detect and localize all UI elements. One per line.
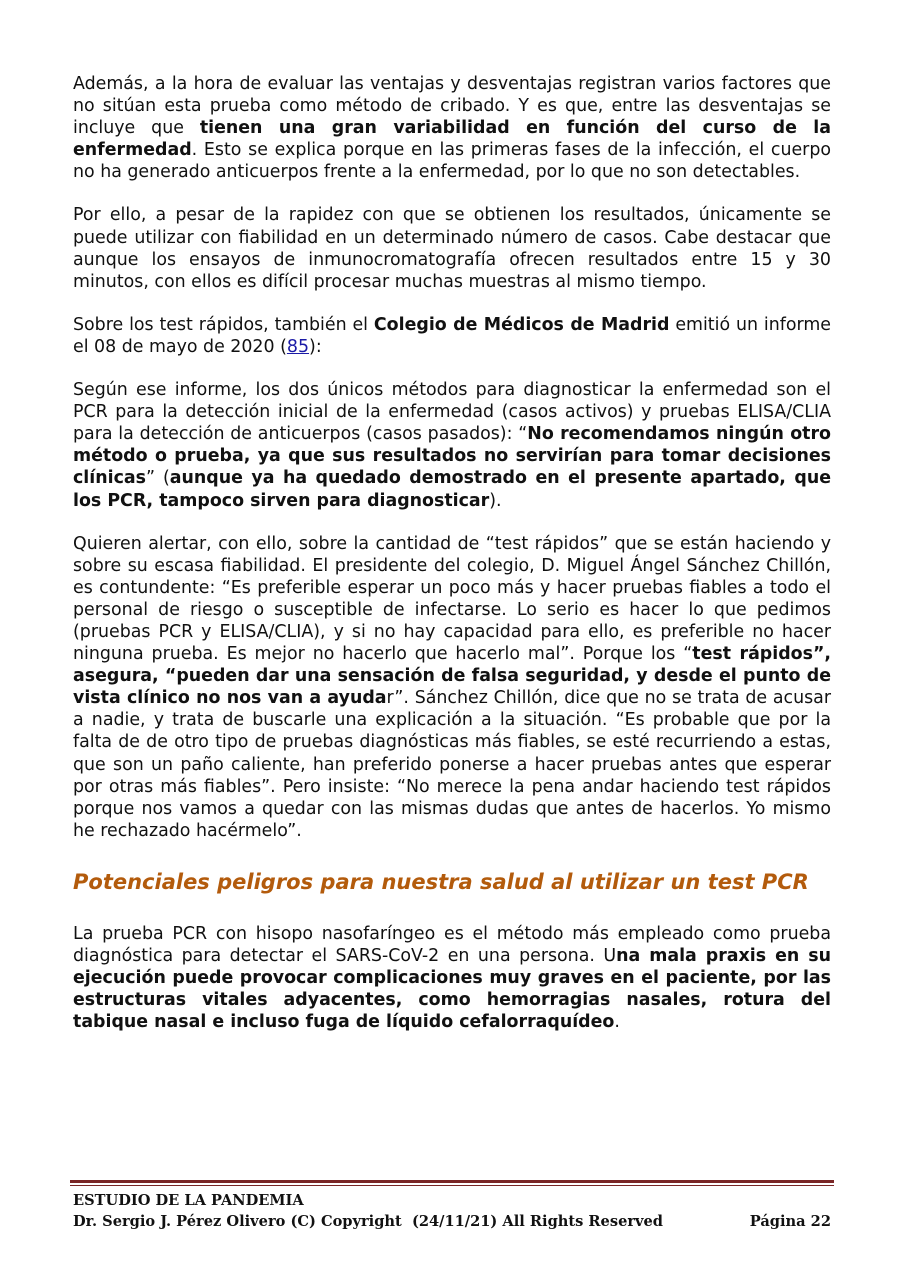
bold-text: No recomendamos ningún otro método o prueba, ya que sus resultados no servirían para tomar decisiones clínicas bbox=[73, 424, 831, 489]
bold-text: na mala praxis en su ejecución puede provocar complicaciones muy graves en el paciente, por las estructuras vitales adyacentes, como hemorragias nasales, rotura del tabique nasal e incluso fuga de líquido cefalorraquídeo bbox=[73, 946, 831, 1033]
footer-rule-thin bbox=[70, 1185, 834, 1186]
page-number: Página 22 bbox=[749, 1213, 831, 1230]
footer-line bbox=[73, 1211, 831, 1232]
text-run: r”. Sánchez Chillón, dice que no se trata de acusar a nadie, y trata de buscarle una explicación a la situación. “Es probable que por la falta de de otro tipo de pruebas diagnósticas más fiables, se esté recurriendo a estas, que son un paño caliente, han preferido ponerse a hacer pruebas antes que esperar por otras más fiables”. Pero insiste: “No merece la pena andar haciendo test rápidos porque nos vamos a quedar con las mismas dudas que antes de hacerlos. Yo mismo he rechazado hacérmelo”. bbox=[73, 688, 831, 841]
text-run: . bbox=[614, 1012, 620, 1033]
text-run: . Esto se explica porque en las primeras fases de la infección, el cuerpo no ha generado anticuerpos frente a la enfermedad, por lo que no son detectables. bbox=[73, 140, 831, 183]
page-footer bbox=[73, 1190, 831, 1232]
text-run: ): bbox=[309, 336, 322, 357]
footer-copyright: Dr. Sergio J. Pérez Olivero (C) Copyright (24/11/21) All Rights Reserved bbox=[73, 1213, 664, 1230]
text-run: Por ello, a pesar de la rapidez con que se obtienen los resultados, únicamente se puede utilizar con fiabilidad en un determinado número de casos. Cabe destacar que aunque los ensayos de inmunocromatografía ofrecen resultados entre 15 y 30 minutos, con ellos es difícil procesar muchas muestras al mismo tiempo. bbox=[73, 205, 831, 292]
bold-text: aunque ya ha quedado demostrado en el presente apartado, que los PCR, tampoco sirven para diagnosticar bbox=[73, 468, 831, 511]
text-run: ). bbox=[489, 490, 502, 511]
paragraph-p6 bbox=[73, 923, 831, 1033]
paragraph-p5 bbox=[73, 533, 831, 842]
paragraph-p2 bbox=[73, 204, 831, 292]
reference-link[interactable]: 85 bbox=[286, 336, 310, 357]
bold-text: test rápidos”, asegura, “pueden dar una sensación de falsa seguridad, y desde el punto de vista clínico no nos van a ayuda bbox=[73, 644, 831, 709]
footer-title: ESTUDIO DE LA PANDEMIA bbox=[73, 1192, 304, 1209]
footer-rule-thick bbox=[70, 1180, 834, 1183]
text-run: La prueba PCR con hisopo nasofaríngeo es el método más empleado como prueba diagnóstica para detectar el SARS-CoV-2 en una persona. U bbox=[73, 923, 831, 966]
text-run: Quieren alertar, con ello, sobre la cantidad de “test rápidos” que se están haciendo y sobre su escasa fiabilidad. El presidente del colegio, D. Miguel Ángel Sánchez Chillón, es contundente: “Es preferible esperar un poco más y hacer pruebas fiables a todo el personal de riesgo o susceptible de infectarse. Lo serio es hacer lo que pedimos (pruebas PCR y ELISA/CLIA), y si no hay capacidad para ello, es preferible no hacer ninguna prueba. Es mejor no hacerlo que hacerlo mal”. Porque los “ bbox=[73, 533, 831, 665]
paragraph-p1 bbox=[73, 73, 831, 183]
document-body bbox=[73, 73, 831, 1054]
paragraphs-before-heading bbox=[73, 73, 831, 842]
text-run: Sobre los test rápidos, también el bbox=[73, 314, 374, 335]
text-run: Según ese informe, los dos únicos métodos para diagnosticar la enfermedad son el PCR para la detección inicial de la enfermedad (casos activos) y pruebas ELISA/CLIA para la detección de anticuerpos (casos pasados): “ bbox=[73, 380, 831, 445]
paragraph-p3 bbox=[73, 314, 831, 358]
paragraph-p4 bbox=[73, 379, 831, 512]
text-run: ” ( bbox=[145, 468, 170, 489]
paragraphs-after-heading bbox=[73, 923, 831, 1033]
text-run: emitió un informe el 08 de mayo de 2020 ( bbox=[73, 314, 832, 357]
section-heading: Potenciales peligros para nuestra salud al utilizar un test PCR bbox=[73, 869, 809, 894]
bold-text: tienen una gran variabilidad en función del curso de la enfermedad bbox=[73, 118, 831, 161]
bold-text: Colegio de Médicos de Madrid bbox=[373, 314, 670, 335]
text-run: Además, a la hora de evaluar las ventajas y desventajas registran varios factores que no sitúan esta prueba como método de cribado. Y es que, entre las desventajas se incluye que bbox=[73, 74, 831, 139]
